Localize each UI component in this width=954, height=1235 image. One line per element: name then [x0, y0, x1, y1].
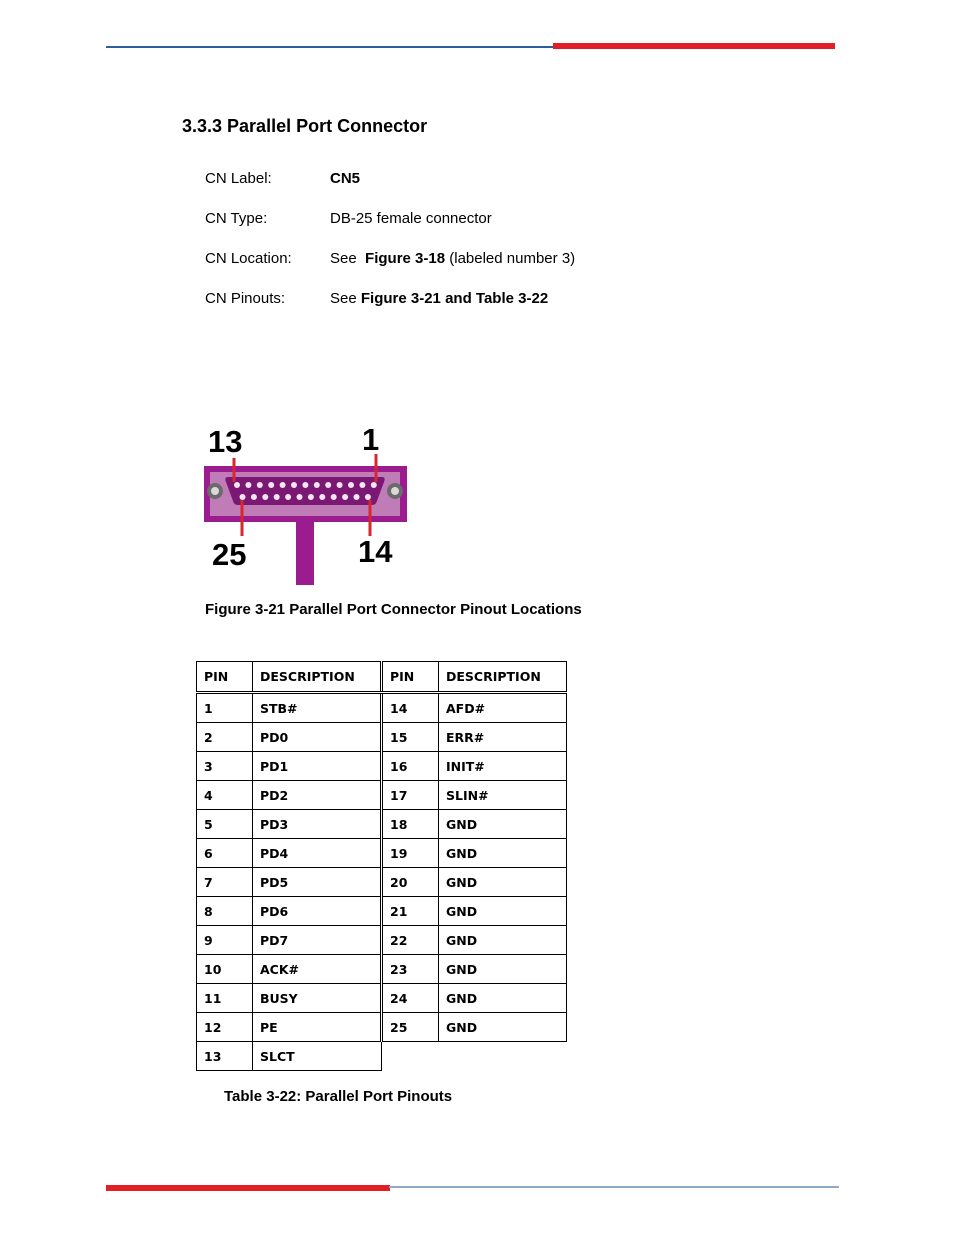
pin-description: PD2: [253, 781, 382, 810]
pin-hole: [314, 482, 320, 488]
pin-hole: [342, 494, 348, 500]
pin-hole: [257, 482, 263, 488]
column-header: PIN: [197, 662, 253, 693]
pin-hole: [297, 494, 303, 500]
pin-hole: [308, 494, 314, 500]
pin-hole: [245, 482, 251, 488]
pin-number: 23: [382, 955, 439, 984]
pin-description: GND: [439, 984, 567, 1013]
pin-number: 17: [382, 781, 439, 810]
table-row: [197, 1042, 567, 1071]
table-row: [197, 984, 567, 1013]
location-note: (labeled number 3): [449, 250, 576, 267]
pin-hole: [268, 482, 274, 488]
pin-number: 11: [197, 984, 253, 1013]
label-pin-25: 25: [212, 537, 247, 572]
pin-number: 1: [197, 693, 253, 723]
pinouts-see: See: [330, 290, 357, 307]
column-header: DESCRIPTION: [253, 662, 382, 693]
pin-hole: [285, 494, 291, 500]
pin-number: 2: [197, 723, 253, 752]
pin-number: 8: [197, 897, 253, 926]
pin-description: SLCT: [253, 1042, 382, 1071]
pin-hole: [280, 482, 286, 488]
pin-description: AFD#: [439, 693, 567, 723]
pin-hole: [331, 494, 337, 500]
label-pin-14: 14: [358, 534, 393, 569]
table-row: [197, 926, 567, 955]
pin-number: 22: [382, 926, 439, 955]
cn-type-value: DB-25 female connector: [330, 210, 492, 227]
pin-number: 16: [382, 752, 439, 781]
pin-number: 13: [197, 1042, 253, 1071]
table-row: [197, 723, 567, 752]
pin-number: 9: [197, 926, 253, 955]
pin-description: GND: [439, 839, 567, 868]
location-figure-ref: Figure 3-18: [365, 250, 446, 267]
pin-number: 12: [197, 1013, 253, 1042]
pin-description: PE: [253, 1013, 382, 1042]
pin-hole: [274, 494, 280, 500]
pin-description: GND: [439, 810, 567, 839]
pin-number: 6: [197, 839, 253, 868]
dsub-face: [225, 477, 384, 505]
connector-stem: [296, 515, 314, 585]
pin-hole: [359, 482, 365, 488]
pin-description: PD7: [253, 926, 382, 955]
pin-hole: [302, 482, 308, 488]
pin-description: PD3: [253, 810, 382, 839]
pin-hole: [251, 494, 257, 500]
figure-caption: Figure 3-21 Parallel Port Connector Pinout Locations: [205, 601, 582, 618]
table-row: [197, 897, 567, 926]
pin-description: GND: [439, 897, 567, 926]
pin-hole: [319, 494, 325, 500]
cn-label-value: CN5: [330, 170, 361, 187]
pin-hole: [240, 494, 246, 500]
pin-number: 18: [382, 810, 439, 839]
pin-hole: [234, 482, 240, 488]
pin-number: 25: [382, 1013, 439, 1042]
connector-figure: [196, 420, 416, 590]
column-header: DESCRIPTION: [439, 662, 567, 693]
pin-description: PD1: [253, 752, 382, 781]
header-rule-blue: [106, 46, 554, 48]
pin-number: 5: [197, 810, 253, 839]
pinout-table: [196, 661, 567, 1071]
table-row: [197, 781, 567, 810]
table-row: [197, 752, 567, 781]
pin-hole: [291, 482, 297, 488]
pin-description: GND: [439, 868, 567, 897]
pin-number: 7: [197, 868, 253, 897]
pin-description: GND: [439, 926, 567, 955]
cn-location-label: CN Location:: [205, 250, 292, 267]
cn-label-label: CN Label:: [205, 170, 272, 187]
pin-description: INIT#: [439, 752, 567, 781]
pin-hole: [371, 482, 377, 488]
pin-description: ACK#: [253, 955, 382, 984]
pin-number: 15: [382, 723, 439, 752]
pin-description: SLIN#: [439, 781, 567, 810]
pin-description: ERR#: [439, 723, 567, 752]
pin-description: PD6: [253, 897, 382, 926]
pin-hole: [365, 494, 371, 500]
pin-number: 24: [382, 984, 439, 1013]
label-pin-13: 13: [208, 424, 243, 459]
pin-hole: [354, 494, 360, 500]
pin-number: 20: [382, 868, 439, 897]
table-row: [197, 868, 567, 897]
pin-number: 21: [382, 897, 439, 926]
table-row: [197, 955, 567, 984]
table-row: [197, 839, 567, 868]
location-see: See: [330, 250, 357, 267]
cn-type-label: CN Type:: [205, 210, 268, 227]
pin-number: 10: [197, 955, 253, 984]
empty-cell: [382, 1042, 567, 1071]
pin-number: 3: [197, 752, 253, 781]
pin-description: PD5: [253, 868, 382, 897]
pin-description: GND: [439, 1013, 567, 1042]
footer-rule-blue: [389, 1186, 839, 1188]
pinouts-ref: Figure 3-21 and Table 3-22: [360, 290, 549, 307]
column-header: PIN: [382, 662, 439, 693]
pin-description: PD0: [253, 723, 382, 752]
pin-hole: [348, 482, 354, 488]
label-pin-1: 1: [362, 422, 380, 457]
table-row: [197, 693, 567, 723]
pin-description: GND: [439, 955, 567, 984]
table-row: [197, 810, 567, 839]
pin-hole: [325, 482, 331, 488]
header-rule-red: [553, 43, 835, 49]
pin-description: PD4: [253, 839, 382, 868]
cn-location-value: [330, 250, 575, 267]
pin-description: STB#: [253, 693, 382, 723]
section-title: 3.3.3 Parallel Port Connector: [182, 116, 428, 136]
pin-number: 14: [382, 693, 439, 723]
footer-rule-red: [106, 1185, 390, 1191]
table-caption: Table 3-22: Parallel Port Pinouts: [224, 1088, 453, 1105]
pin-hole: [337, 482, 343, 488]
table-header-row: [197, 662, 567, 693]
pin-number: 19: [382, 839, 439, 868]
table-row: [197, 1013, 567, 1042]
cn-pinouts-value: [330, 290, 548, 307]
pin-description: BUSY: [253, 984, 382, 1013]
pin-hole: [262, 494, 268, 500]
cn-pinouts-label: CN Pinouts:: [205, 290, 286, 307]
pin-number: 4: [197, 781, 253, 810]
